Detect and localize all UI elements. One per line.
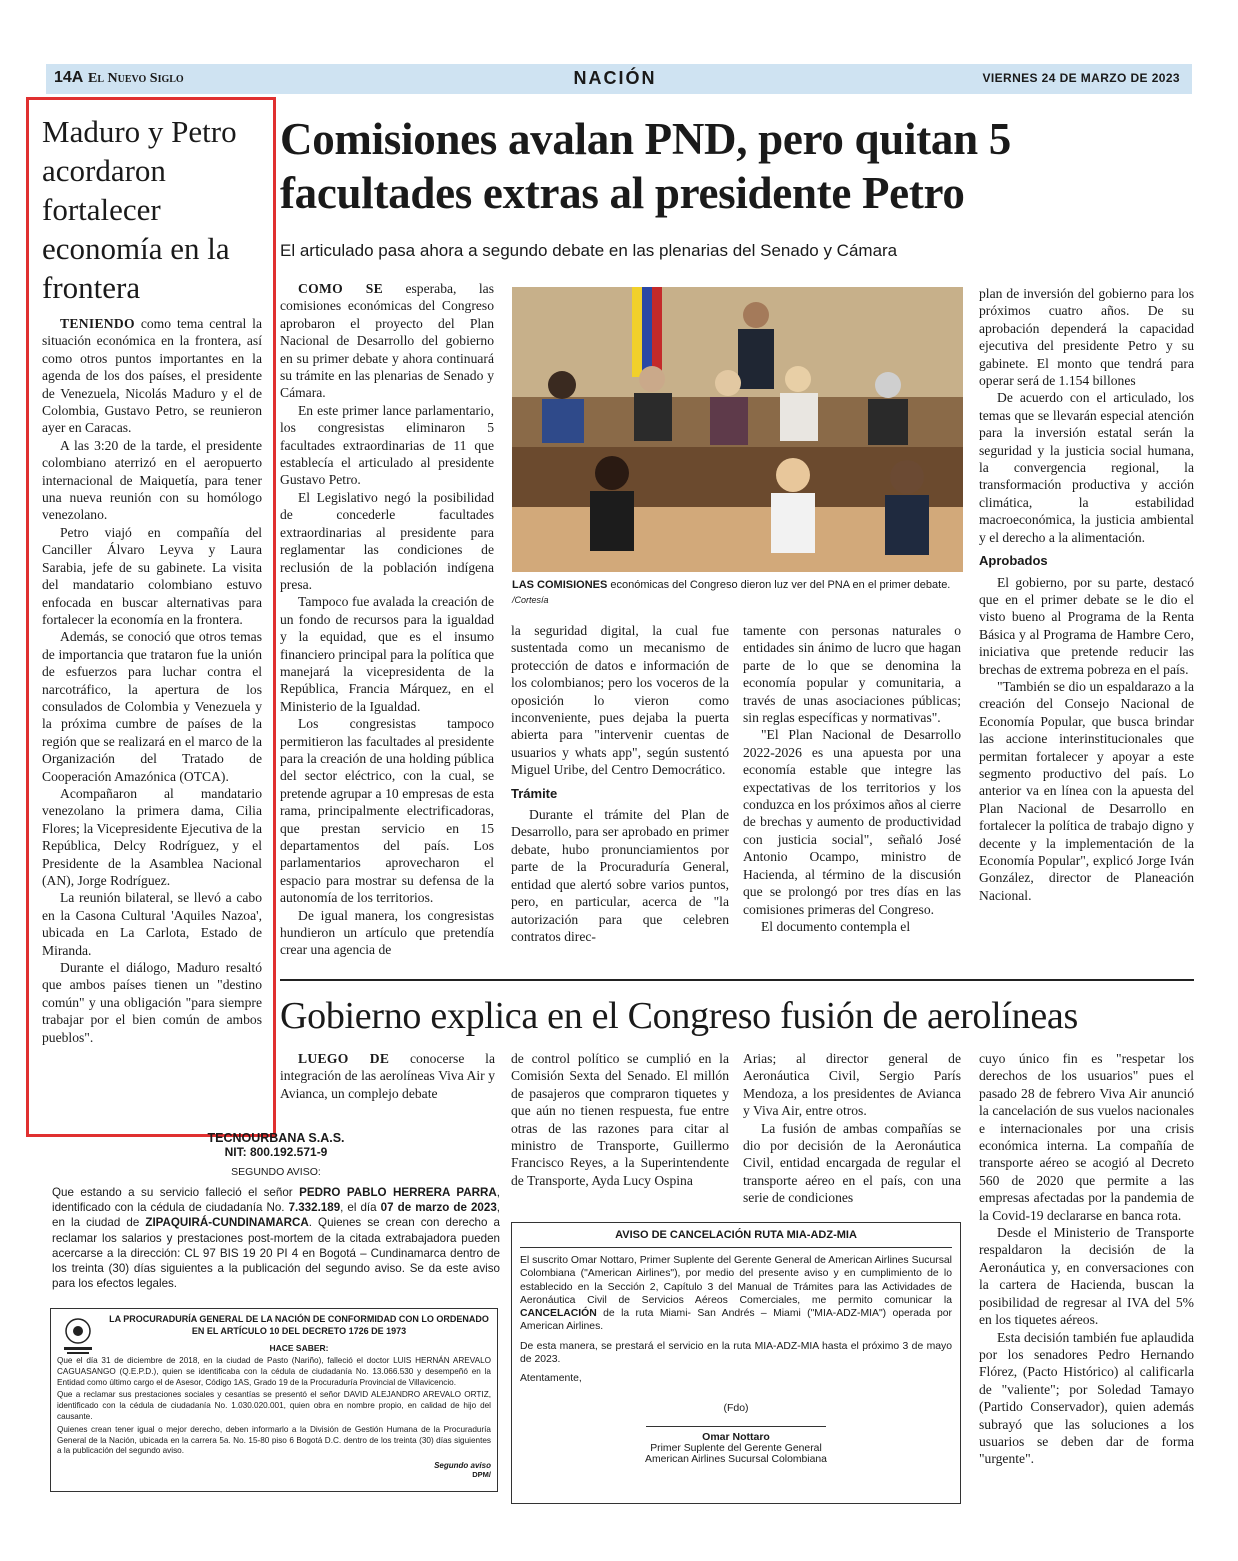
notice-paragraph: Que el día 31 de diciembre de 2018, en la ciudad de Pasto (Nariño), falleció el doctor LUIS HERNÁN AREVALO CAGUASANGO (Q.E.P.D.), quien se identificaba con la cédula de ciudadanía No. 13.066.530 y desempeñó en la Entidad como último cargo el de Asesor, Código 1AS, Grado 19 de la Procuraduría Provincial de Villavicencio.	[57, 1356, 491, 1387]
left-story-paragraph: Petro viajó en compañía del Canciller Álvaro Leyva y Laura Sarabia, jefe de su gabinete. La visita del mandatario colombiano estuvo enfocada en buscar alternativas para fortalecer la economía en la frontera.	[42, 524, 262, 627]
notice-nit: NIT: 800.192.571-9	[224, 1145, 328, 1159]
main-paragraph: De acuerdo con el articulado, los temas que se llevarán especial atención para la inversión estatal serán la seguridad y la justicia social humana, la convergencia regional, la transformación productiva y acción climática, la estabilidad macroeconómica, la justicia ambiental y el derecho a la alimentación.	[979, 390, 1194, 545]
notice-fdo: (Fdo)	[723, 1401, 749, 1414]
main-paragraph: Los congresistas tampoco permitieron las facultades al presidente para la creación de una holding pública del sector eléctrico, con la cual, se pretende agrupar a 10 empresas de esta rama, principalmente electrificadoras, que prestan servicio en 15 departamentos del país. Los parlamentarios aprovecharon el espacio para mostrar su defensa de la autonomía de los territorios.	[280, 716, 494, 906]
main-story-column-4	[979, 285, 1194, 970]
second-paragraph: Arias; al director general de Aeronáutica Civil, Sergio París Mendoza, a los presidentes de Avianca y Viva Air, entre otros.	[743, 1051, 961, 1119]
notice-sign: Segundo aviso	[434, 1461, 491, 1471]
caption-lead: LAS COMISIONES	[512, 579, 608, 591]
main-paragraph: la seguridad digital, la cual fue sustentada como un mecanismo de protección de datos e información de los colombianos; pero los voceros de la oposición lo vieron como inconveniente, pues dejaba la puerta abierta para "intervenir cuentas de usuarios y whats app", según sustentó Miguel Uribe, del Centro Democrático.	[511, 623, 729, 778]
photo-caption	[512, 578, 963, 608]
main-paragraph	[280, 280, 494, 402]
notice-text: , identificado con la cédula de ciudadanía No.	[52, 1186, 501, 1215]
left-story-body	[42, 315, 262, 1115]
procuraduria-seal-icon	[61, 1317, 95, 1357]
caption-text: económicas del Congreso dieron luz ver del PNA en el primer debate.	[607, 579, 951, 591]
congress-committee-photo	[512, 287, 963, 572]
main-paragraph: "El Plan Nacional de Desarrollo 2022-2026 es una apuesta por una economía estable que integre las expectativas de los territorios y los conduzca en los próximos años al cierre de brechas y aumento de productividad con justicia social", señaló José Antonio Ocampo, ministro de Hacienda, al término de la discusión que se prolongó por tres días en las comisiones primeras del Congreso.	[743, 727, 961, 917]
notice-body	[52, 1185, 500, 1291]
deceased-id: 7.332.189	[288, 1201, 341, 1215]
cancellation-word: CANCELACIÓN	[520, 1308, 597, 1320]
left-story-paragraph: A las 3:20 de la tarde, el presidente colombiano aterrizó en el aeropuerto internacional de Maiquetía, para tener una nueva reunión con su homólogo venezolano.	[42, 437, 262, 523]
main-paragraph: plan de inversión del gobierno para los próximos cuatro años. De su aprobación dependerá la capacidad ejecutiva del presidente Petro y su gabinete. El monto que tendrá para operar será de 1.154 billones	[979, 286, 1194, 389]
american-airlines-notice	[511, 1222, 961, 1504]
notice-closing: Atentamente,	[520, 1373, 582, 1385]
signer-company: American Airlines Sucursal Colombiana	[645, 1453, 827, 1465]
main-paragraph: tamente con personas naturales o entidades sin ánimo de lucro que hagan parte de lo que se denomina la economía popular y comunitaria, a través de unas asociaciones públicas; sin reglas específicas y normativas".	[743, 623, 961, 726]
main-paragraph: De igual manera, los congresistas hundieron un artículo que pretendía crear una agencia de	[280, 907, 494, 958]
main-story-column-2	[511, 622, 729, 972]
notice-text: de la ruta Miami- San Andrés – Miami ("MIA-ADZ-MIA") operada por American Airlines.	[520, 1308, 952, 1333]
notice-body	[520, 1254, 952, 1386]
main-paragraph: El Legislativo negó la posibilidad de concederle facultades extraordinarias al presidente para reglamentar las condiciones de reclusión de la población indígena presa.	[280, 489, 494, 592]
notice-heading: LA PROCURADURÍA GENERAL DE LA NACIÓN DE CONFORMIDAD CON LO ORDENADO EN EL ARTÍCULO 10 DEL DECRETO 1726 DE 1973	[109, 1314, 489, 1336]
deceased-name: PEDRO PABLO HERRERA PARRA	[299, 1186, 497, 1199]
main-paragraph: Tampoco fue avalada la creación de un fondo de recursos para la igualdad y la equidad, que es el insumo financiero principal para la política que manejará la vicepresidenta de la República, Francia Márquez, en el Ministerio de la Igualdad.	[280, 594, 494, 714]
section-title: NACIÓN	[573, 68, 657, 88]
left-story-paragraph	[42, 315, 262, 437]
left-story-paragraph: Además, se conoció que otros temas de importancia que trataron fue la unión de esfuerzos para luchar contra el narcotráfico, la apertura de los consulados de Colombia y Venezuela y la próxima cumbre de países de la región que se realizará en el marco de la Organización del Tratado de Cooperación Amazónica (OTCA).	[42, 629, 262, 784]
notice-paragraph: Quienes crean tener igual o mejor derecho, deben informarlo a la División de Gestión Humana de la Procuraduría General de la Nación, ubicada en la carrera 5a. No. 15-80 piso 6 Bogotá D.C. dentro de los treinta (30) días siguientes a la publicación del segundo aviso.	[57, 1424, 491, 1456]
second-paragraph: Desde el Ministerio de Transporte respaldaron la decisión de la Aeronáutica y, en conversaciones con la cartera de Hacienda, buscan la posibilidad de regresar al IVA del 5% en los tiquetes aéreos.	[979, 1225, 1194, 1328]
death-date: 07 de marzo de 2023	[380, 1201, 497, 1215]
page-number: 14A	[54, 69, 84, 86]
notice-paragraph	[520, 1254, 952, 1334]
newspaper-name: El Nuevo Siglo	[88, 71, 184, 86]
main-paragraph: El documento contempla el	[761, 918, 911, 934]
lead-word: COMO SE	[298, 281, 383, 296]
notice-hace-saber: HACE SABER:	[269, 1343, 329, 1353]
lead-word: LUEGO DE	[298, 1051, 390, 1066]
main-subheadline: El articulado pasa ahora a segundo debate en las plenarias del Senado y Cámara	[280, 241, 898, 260]
signer-role: Primer Suplente del Gerente General	[650, 1442, 822, 1454]
second-story-column-1	[280, 1050, 495, 1110]
paragraph-text: esperaba, las comisiones económicas del Congreso aprobaron el proyecto del Plan Nacional de Desarrollo del gobierno en su primer debate y ahora continuará su trámite en las plenarias de Senado y Cámara.	[280, 281, 494, 401]
second-story-column-3	[743, 1050, 961, 1210]
second-paragraph: La fusión de ambas compañías se dio por decisión de la Aeronáutica Civil, entidad encargada de regular el transporte aéreo en el país, con una serie de condiciones	[743, 1120, 961, 1206]
lead-word: TENIENDO	[60, 316, 135, 331]
signer-name: Omar Nottaro	[646, 1426, 826, 1443]
notice-text: , en la ciudad de	[52, 1201, 501, 1230]
second-paragraph: de control político se cumplió en la Comisión Sexta del Senado. El millón de pasajeros que compraron tiquetes y que aún no tienen respuesta, fue entre otras de las razones para citar al ministro de Transporte, Guillermo Francisco Reyes, a la Superintendente de Transporte, Ayda Lucy Ospina	[511, 1051, 729, 1188]
subhead-aprobados: Aprobados	[979, 553, 1048, 569]
notice-label: SEGUNDO AVISO:	[231, 1166, 321, 1178]
main-paragraph: El gobierno, por su parte, destacó que en el primer debate se le dio el visto bueno al Programa de la Renta Básica y al Programa de Hambre Cero, iniciativa que pretende reducir las brechas de extrema pobreza en el país.	[979, 574, 1194, 677]
main-story-column-3	[743, 622, 961, 972]
notice-text: El suscrito Omar Nottaro, Primer Suplente del Gerente General de American Airlines Sucursal Colombiana ("American Airlines"), por medio del presente aviso y en cumplimiento de lo establecido en la Sección 2, Capítulo 3 del Manual de Trámites para las Actividades de Aeronáutica Civil de Servicios Aéreos Comerciales, me permito comunicar la	[520, 1255, 952, 1306]
photo-illustration	[512, 287, 963, 572]
second-paragraph	[280, 1050, 495, 1102]
subhead-tramite: Trámite	[511, 785, 558, 801]
notice-code: DPM/	[472, 1470, 491, 1480]
death-city: ZIPAQUIRÁ-CUNDINAMARCA	[145, 1216, 309, 1230]
main-paragraph: En este primer lance parlamentario, los congresistas eliminaron 5 facultades extraordinarias de 11 que establecía el articulado al presidente Gustavo Petro.	[280, 402, 494, 488]
notice-company: TECNOURBANA S.A.S.	[207, 1131, 345, 1145]
notice-text: , el día	[340, 1201, 381, 1215]
notice-title: AVISO DE CANCELACIÓN RUTA MIA-ADZ-MIA	[520, 1229, 952, 1248]
notice-paragraph: Que a reclamar sus prestaciones sociales y cesantías se presentó el señor DAVID ALEJANDRO AREVALO ORTIZ, identificado con la cédula de ciudadanía No. 1.030.020.001, quien obra en nombre propio, en calidad de hijo del causante.	[57, 1390, 491, 1421]
notice-text: Que estando a su servicio falleció el señor	[52, 1186, 300, 1199]
tecnourbana-notice	[52, 1131, 500, 1303]
notice-paragraph: De esta manera, se prestará el servicio en la ruta MIA-ADZ-MIA hasta el próximo 3 de mayo de 2023.	[520, 1340, 952, 1366]
story-divider	[280, 979, 1194, 981]
left-story-paragraph: Durante el diálogo, Maduro resaltó que ambos países tienen un "destino común" y una obligación "para siempre trabajar por el bien común de ambos pueblos".	[42, 960, 262, 1045]
second-story-column-4	[979, 1050, 1194, 1508]
notice-body	[57, 1356, 491, 1457]
main-story-column-1	[280, 280, 494, 972]
main-paragraph: Durante el trámite del Plan de Desarrollo, para ser aprobado en primer debate, hubo pronunciamientos por parte de la Procuraduría General, entidad que alertó sobre varios puntos, pero, en particular, acerca de "la autorización para que celebren contratos direc-	[511, 807, 729, 944]
main-headline: Comisiones avalan PND, pero quitan 5 facultades extras al presidente Petro	[280, 114, 1011, 218]
main-paragraph: "También se dio un espaldarazo a la creación del Consejo Nacional de Economía Popular, que busca brindar las accione interinstitucionales que permitan fortalecer y apoyar a este segmento productivo del país. Lo anterior va en línea con la apuesta del Plan Nacional de Desarrollo en fortalecer la política de trabajo digno y decente y la implementación de la Economía Popular", explicó Jorge Iván González, director de Planeación Nacional.	[979, 678, 1194, 903]
photo-credit: /Cortesía	[512, 595, 549, 605]
procuraduria-notice	[50, 1308, 498, 1492]
left-story-paragraph: Acompañaron al mandatario venezolano la primera dama, Cilia Flores; la Vicepresidente Ejecutiva de la República, Delcy Rodríguez, y el Presidente de la Asamblea Nacional (AN), Jorge Rodríguez.	[42, 785, 262, 888]
left-story-paragraph: La reunión bilateral, se llevó a cabo en la Casona Cultural 'Aquiles Nazoa', ubicada en La Carlota, Estado de Miranda.	[42, 890, 262, 958]
second-story-column-2	[511, 1050, 729, 1210]
second-paragraph: cuyo único fin es "respetar los derechos de los usuarios" pues el pasado 28 de febrero Viva Air anunció la cancelación de sus vuelos nacionales e internacionales por una crisis económica interna. La compañía de transporte aéreo se acogió al Decreto 560 de 2020 que permite a las empresas afectadas por la pandemia de la Covid-19 declararse en banca rota.	[979, 1051, 1194, 1223]
second-paragraph: Esta decisión también fue aplaudida por los senadores Pedro Hernando Flórez, (Pacto Histórico) al calificarla de "valiente"; por Soledad Tamayo (Partido Conservador), quien además subrayó que las soluciones a los usuarios se deben dar de forma "urgente".	[979, 1329, 1194, 1467]
notice-text: . Quienes se crean con derecho a reclamar los salarios y prestaciones post-mortem de la citada extrabajadora pueden acercarse a la dirección: CL 97 BIS 19 20 PI 4 en Bogotá – Cundinamarca dentro de los treinta (30) días siguientes a la publicación del segundo aviso. Se da este aviso para los efectos legales.	[52, 1216, 500, 1291]
second-headline: Gobierno explica en el Congreso fusión de aerolíneas	[280, 995, 1078, 1037]
issue-date: VIERNES 24 DE MARZO DE 2023	[982, 71, 1180, 85]
left-story-headline: Maduro y Petro acordaron fortalecer economía en la frontera	[42, 114, 237, 305]
paragraph-text: como tema central la situación económica en la frontera, así como otros puntos importantes en la agenda de los dos países, el presidente de Venezuela, Nicolás Maduro y el de Colombia, Gustavo Petro, se reunieron ayer en Caracas.	[42, 316, 262, 436]
paragraph-text: conocerse la integración de las aerolíneas Viva Air y Avianca, un complejo debate	[280, 1051, 495, 1101]
